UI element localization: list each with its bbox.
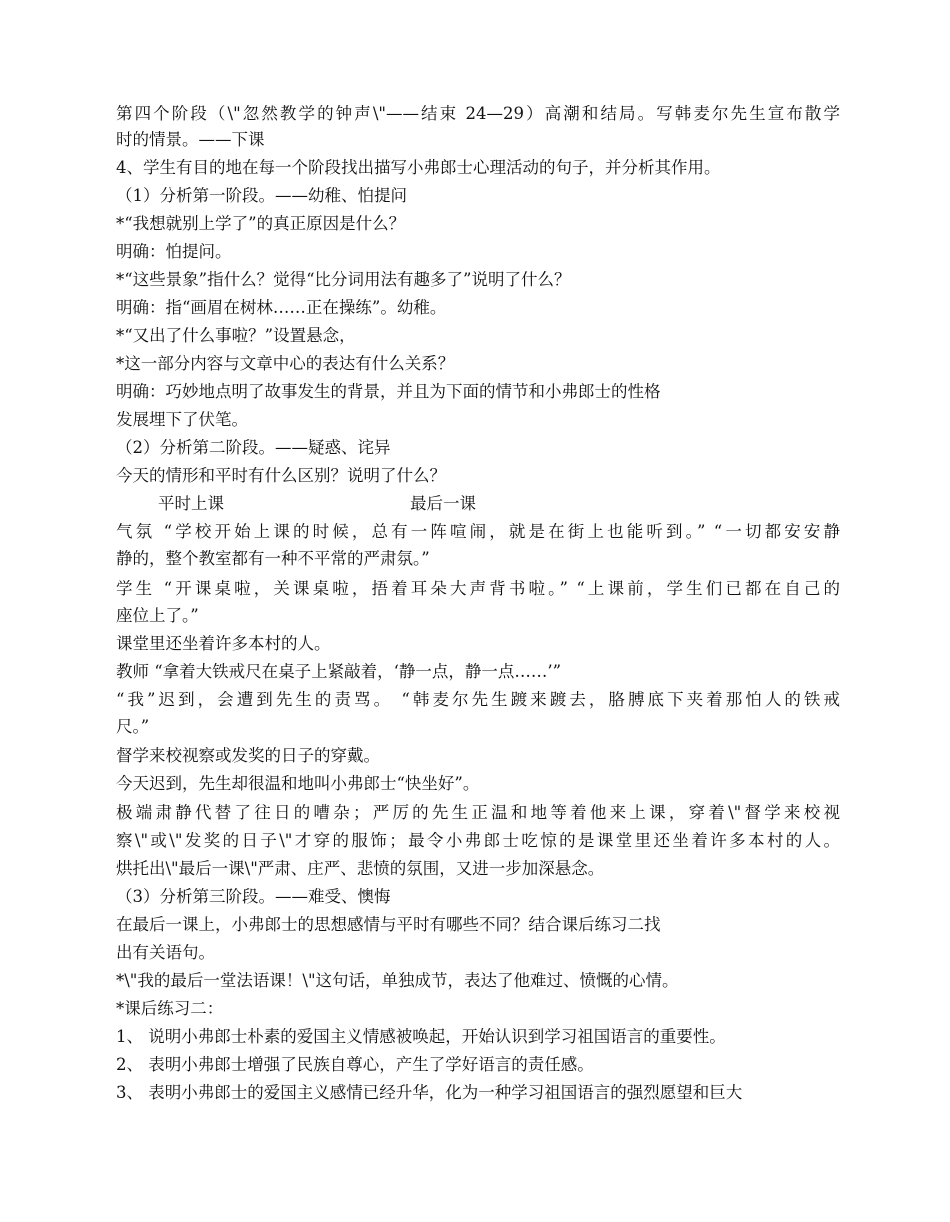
section-heading: （1）分析第一阶段。——幼稚、怕提问 [116, 186, 407, 205]
paragraph-line: 教师 “拿着大铁戒尺在桌子上紧敲着，‘静一点，静一点……’” [116, 662, 562, 681]
paragraph-line: 气氛 “学校开始上课的时候，总有一阵喧闹，就是在街上也能听到。” “一切都安安静 [116, 522, 840, 541]
question-line: 出有关语句。 [116, 943, 215, 962]
answer-line: 明确：指“画眉在树林……正在操练”。幼稚。 [116, 298, 447, 317]
answer-line: *\"我的最后一堂法语课！\"这句话，单独成节，表达了他难过、愤慨的心情。 [116, 971, 679, 990]
list-item: 2、 表明小弗郎士增强了民族自尊心，产生了学好语言的责任感。 [116, 1055, 594, 1074]
answer-line: 明确：怕提问。 [116, 242, 232, 261]
paragraph-line: 督学来校视察或发奖的日子的穿戴。 [116, 746, 380, 765]
list-item: 1、 说明小弗郎士朴素的爱国主义情感被唤起，开始认识到学习祖国语言的重要性。 [116, 1027, 726, 1046]
question-line: *“我想就别上学了”的真正原因是什么？ [116, 214, 406, 233]
paragraph-line: 学生 “开课桌啦，关课桌啦，捂着耳朵大声背书啦。” “上课前，学生们已都在自己的 [116, 579, 840, 598]
question-line: *“又出了什么事啦？”设置悬念， [116, 326, 356, 345]
paragraph-line: 静的，整个教室都有一种不平常的严肃氛。” [116, 549, 430, 568]
question-line: *这一部分内容与文章中心的表达有什么关系？ [116, 354, 455, 373]
answer-line: *课后练习二： [116, 999, 224, 1018]
paragraph-line: 课堂里还坐着许多本村的人。 [116, 634, 331, 653]
paragraph-line: 今天迟到，先生却很温和地叫小弗郎士“快坐好”。 [116, 774, 480, 793]
section-heading: （3）分析第三阶段。——难受、懊悔 [116, 887, 391, 906]
section-heading: （2）分析第二阶段。——疑惑、诧异 [116, 438, 391, 457]
question-line: 在最后一课上，小弗郎士的思想感情与平时有哪些不同？结合课后练习二找 [116, 915, 661, 934]
answer-line: 明确：巧妙地点明了故事发生的背景，并且为下面的情节和小弗郎士的性格 [116, 382, 661, 401]
question-line: *“这些景象”指什么？觉得“比分词用法有趣多了”说明了什么？ [116, 270, 571, 289]
list-item: 3、 表明小弗郎士的爱国主义感情已经升华，化为一种学习祖国语言的强烈愿望和巨大 [116, 1083, 743, 1102]
answer-line: 发展埋下了伏笔。 [116, 410, 248, 429]
paragraph-line: 4、学生有目的地在每一个阶段找出描写小弗郎士心理活动的句子，并分析其作用。 [116, 158, 721, 177]
paragraph-line: “我”迟到，会遭到先生的责骂。 “韩麦尔先生踱来踱去，胳膊底下夹着那怕人的铁戒 [116, 690, 840, 709]
paragraph-line: 烘托出\"最后一课\"严肃、庄严、悲愤的氛围，又进一步加深悬念。 [116, 859, 605, 878]
compare-header-left: 平时上课 [158, 494, 224, 513]
compare-header-right: 最后一课 [410, 494, 476, 513]
paragraph-line: 第四个阶段（\"忽然教学的钟声\"——结束 24—29）高潮和结局。写韩麦尔先生宣布散学 [116, 104, 840, 123]
question-line: 今天的情形和平时有什么区别？说明了什么？ [116, 466, 446, 485]
paragraph-line: 时的情景。——下课 [116, 130, 265, 149]
paragraph-line: 极端肃静代替了往日的嘈杂；严厉的先生正温和地等着他来上课，穿着\"督学来校视 [116, 803, 840, 822]
paragraph-line: 察\"或\"发奖的日子\"才穿的服饰；最令小弗郎士吃惊的是课堂里还坐着许多本村的人。 [116, 831, 840, 850]
paragraph-line: 尺。” [116, 717, 150, 736]
paragraph-line: 座位上了。” [116, 606, 199, 625]
